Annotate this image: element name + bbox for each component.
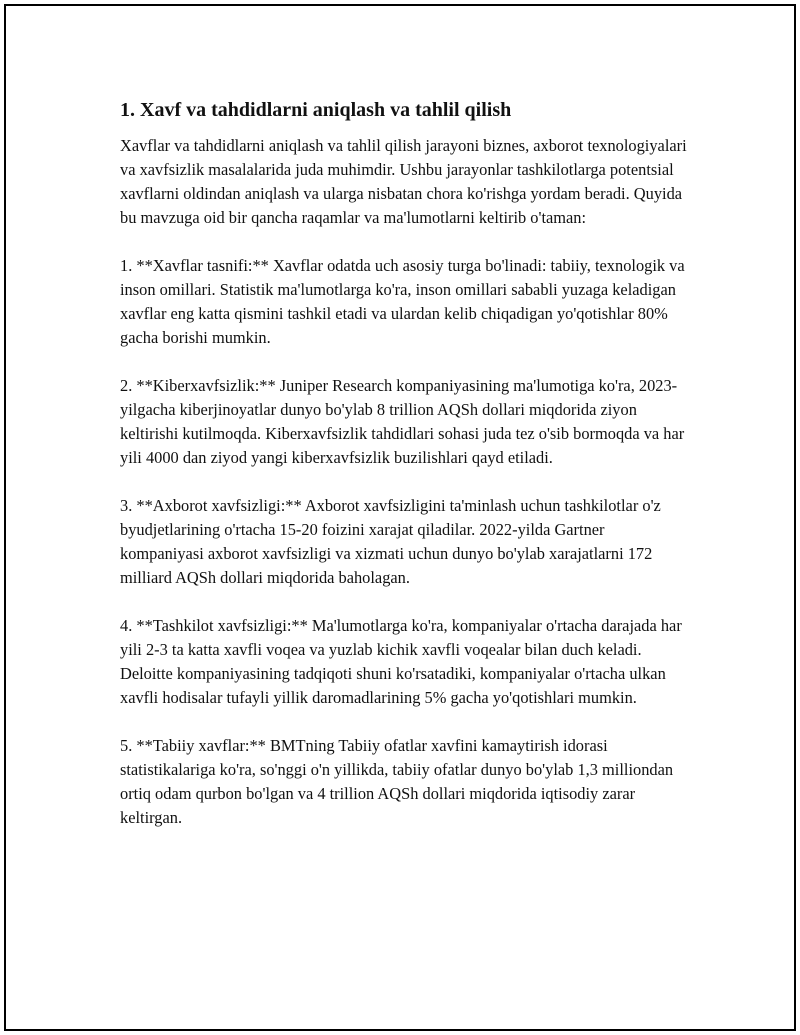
paragraph-natural-hazards: 5. **Tabiiy xavflar:** BMTning Tabiiy ofatlar xavfini kamaytirish idorasi statistikalariga ko'ra, so'nggi o'n yillikda, tabiiy ofatlar dunyo bo'ylab 1,3 milliondan ortiq odam qurbon bo'lgan va 4 trillion AQSh dollari miqdorida iqtisodiy zarar keltirgan. <box>120 736 674 827</box>
paragraph-risk-classification: 1. **Xavflar tasnifi:** Xavflar odatda uch asosiy turga bo'linadi: tabiiy, texnologik va inson omillari. Statistik ma'lumotlarga ko'ra, inson omillari sababli yuzaga keladigan xavflar eng katta qismini tashkil etadi va ulardan kelib chiqadigan yo'qotishlar 80% gacha borishi mumkin. <box>120 256 685 347</box>
paragraph-cybersecurity: 2. **Kiberxavfsizlik:** Juniper Research kompaniyasining ma'lumotiga ko'ra, 2023-yilgacha kiberjinoyatlar dunyo bo'ylab 8 trillion AQSh dollari miqdorida ziyon keltirishi kutilmoqda. Kiberxavfsizlik tahdidlari sohasi juda tez o'sib bormoqda va har yili 4000 dan ziyod yangi kiberxavfsizlik buzilishlari qayd etiladi. <box>120 376 685 467</box>
page-title: 1. Xavf va tahdidlarni aniqlash va tahlil qilish <box>120 99 512 121</box>
document-body <box>120 96 688 854</box>
intro-paragraph: Xavflar va tahdidlarni aniqlash va tahlil qilish jarayoni biznes, axborot texnologiyalari va xavfsizlik masalalarida juda muhimdir. Ushbu jarayonlar tashkilotlarga potentsial xavflarni oldindan aniqlash va ularga nisbatan chora ko'rishga yordam beradi. Quyida bu mavzuga oid bir qancha raqamlar va ma'lumotlarni keltirib o'taman: <box>120 136 687 227</box>
page-frame <box>4 4 796 1031</box>
paragraph-organization-security: 4. **Tashkilot xavfsizligi:** Ma'lumotlarga ko'ra, kompaniyalar o'rtacha darajada har yili 2-3 ta katta xavfli voqea va yuzlab kichik xavfli voqealar bilan duch keladi. Deloitte kompaniyasining tadqiqoti shuni ko'rsatadiki, kompaniyalar o'rtacha ulkan xavfli hodisalar tufayli yillik daromadlarining 5% gacha yo'qotishlari mumkin. <box>120 616 682 707</box>
paragraph-information-security: 3. **Axborot xavfsizligi:** Axborot xavfsizligini ta'minlash uchun tashkilotlar o'z byudjetlarining o'rtacha 15-20 foizini xarajat qiladilar. 2022-yilda Gartner kompaniyasi axborot xavfsizligi va xizmati uchun dunyo bo'ylab xarajatlarni 172 milliard AQSh dollari miqdorida baholagan. <box>120 496 661 587</box>
